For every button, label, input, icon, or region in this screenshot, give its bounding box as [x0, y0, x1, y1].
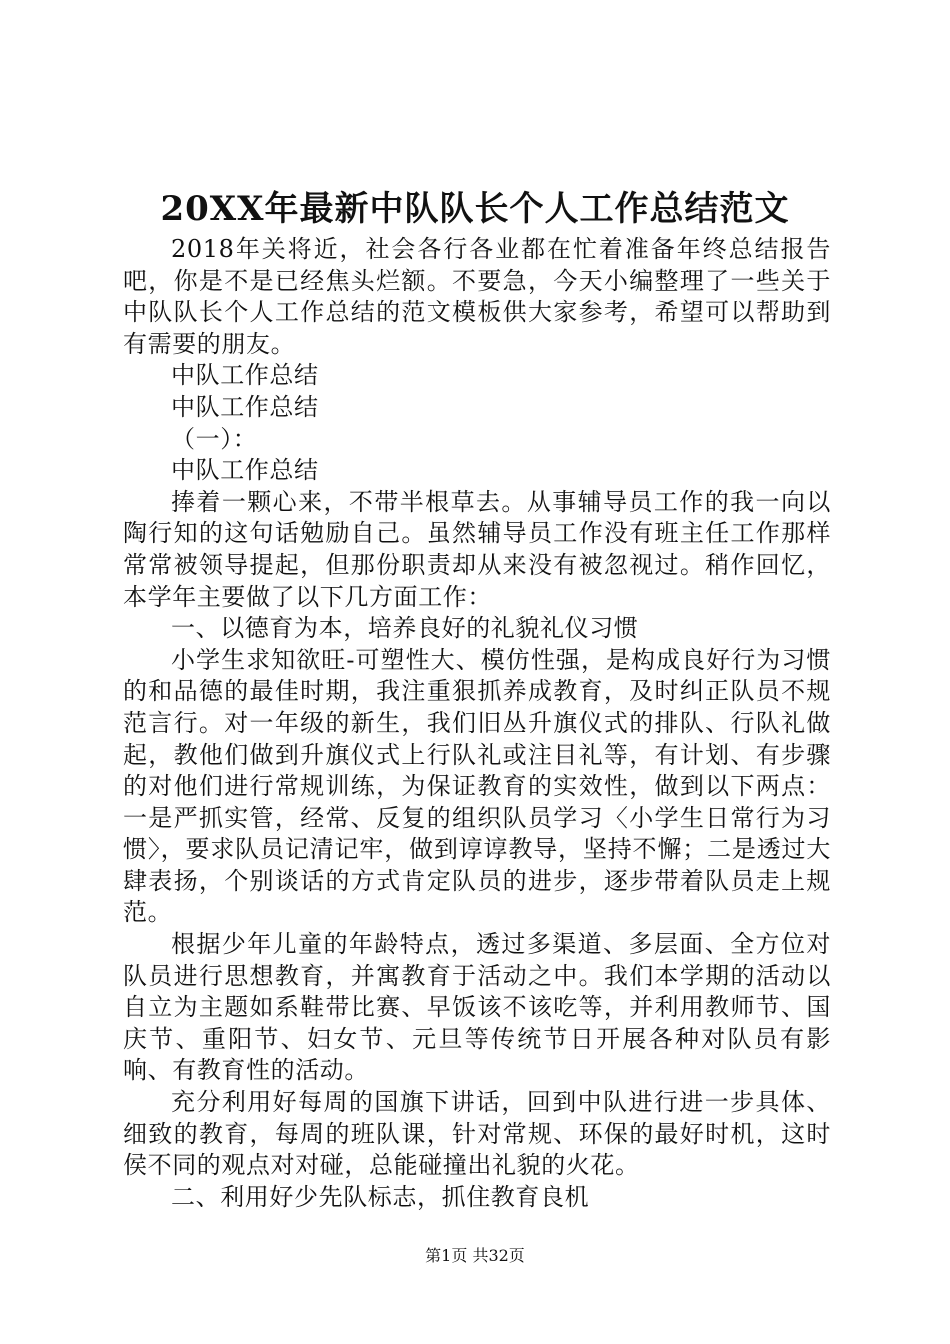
paragraph-heading: 中队工作总结 [171, 361, 319, 390]
paragraph-section-number: （一）： [171, 424, 258, 453]
paragraph-heading: 中队工作总结 [171, 392, 319, 421]
document-body [123, 234, 831, 1213]
paragraph-body: 充分利用好每周的国旗下讲话，回到中队进行进一步具体、细致的教育，每周的班队课，针对常规、环保的最好时机，这时侯不同的观点对对碰，总能碰撞出礼貌的火花。 [123, 1088, 831, 1180]
paragraph-body: 捧着一颗心来，不带半根草去。从事辅导员工作的我一向以陶行知的这句话勉励自己。虽然辅导员工作没有班主任工作那样常常被领导提起，但那份职责却从来没有被忽视过。稍作回忆，本学年主要做了以下几方面工作： [123, 487, 831, 611]
paragraph-subheading: 一、以德育为本，培养良好的礼貌礼仪习惯 [171, 614, 639, 643]
paragraph-subheading: 二、利用好少先队标志，抓住教育良机 [171, 1182, 590, 1211]
paragraph-heading: 中队工作总结 [171, 456, 319, 485]
page-footer: 第1页 共32页 [425, 1246, 525, 1265]
paragraph-body: 小学生求知欲旺-可塑性大、模仿性强，是构成良好行为习惯的和品德的最佳时期，我注重狠抓养成教育，及时纠正队员不规范言行。对一年级的新生，我们旧丛升旗仪式的排队、行队礼做起，教他们做到升旗仪式上行队礼或注目礼等，有计划、有步骤的对他们进行常规训练，为保证教育的实效性，做到以下两点：一是严抓实管，经常、反复的组织队员学习〈小学生日常行为习惯〉，要求队员记清记牢，做到谆谆教导，坚持不懈；二是透过大肆表扬，个别谈话的方式肯定队员的进步，逐步带着队员走上规范。 [123, 645, 831, 927]
paragraph-intro: 2018年关将近，社会各行各业都在忙着准备年终总结报告吧，你是不是已经焦头烂额。不要急，今天小编整理了一些关于中队队长个人工作总结的范文模板供大家参考，希望可以帮助到有需要的朋友。 [123, 235, 831, 358]
document-title: 20XX年最新中队队长个人工作总结范文 [160, 189, 790, 229]
paragraph-body: 根据少年儿童的年龄特点，透过多渠道、多层面、全方位对队员进行思想教育，并寓教育于活动之中。我们本学期的活动以自立为主题如系鞋带比赛、早饭该不该吃等，并利用教师节、国庆节、重阳节、妇女节、元旦等传统节日开展各种对队员有影响、有教育性的活动。 [123, 930, 831, 1085]
